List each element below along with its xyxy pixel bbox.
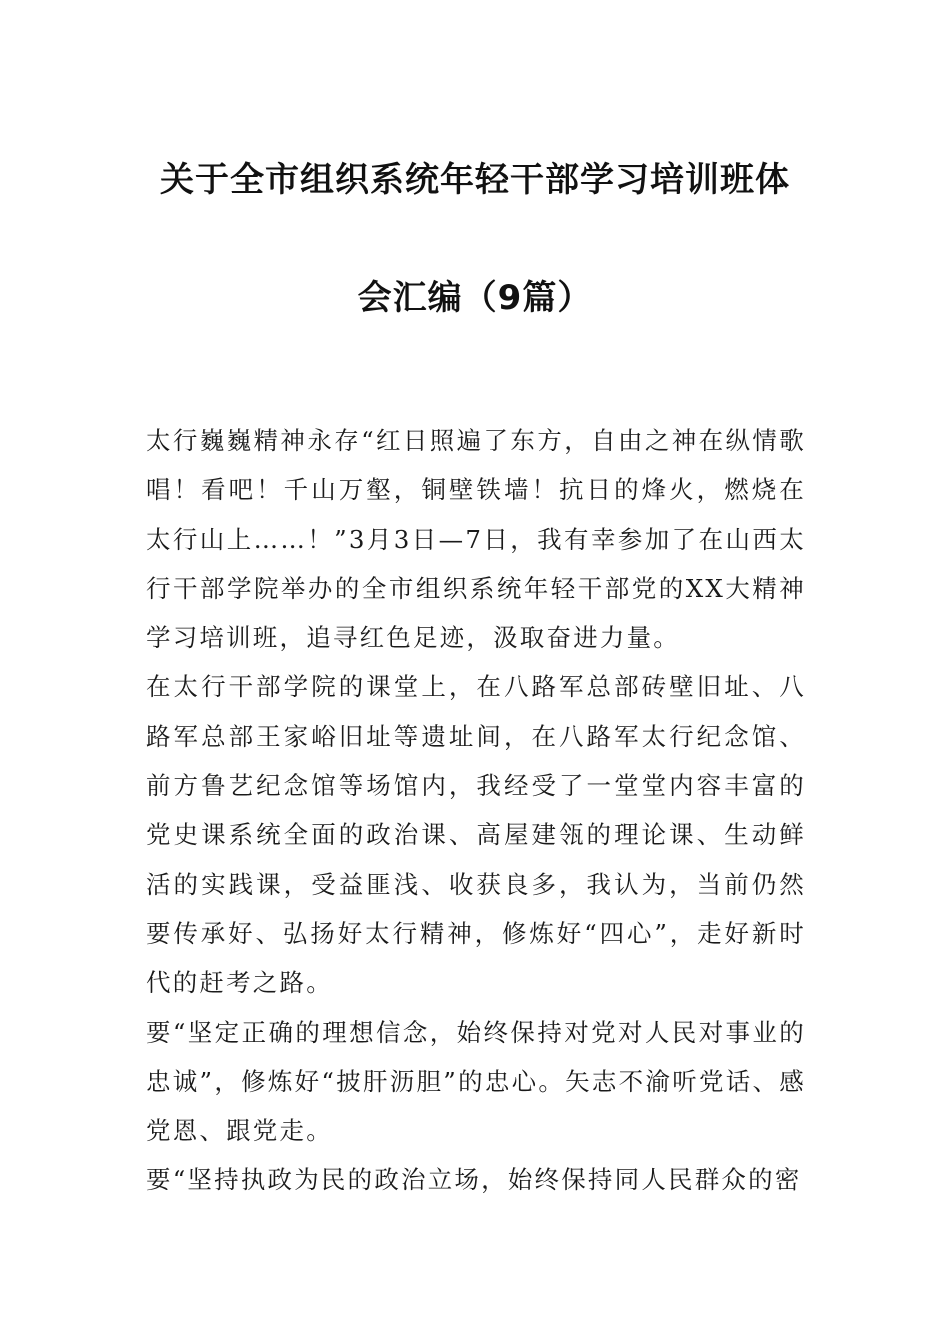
document-title-line-1: 关于全市组织系统年轻干部学习培训班体 [160, 160, 790, 200]
paragraph-3: 要“坚定正确的理想信念，始终保持对党对人民对事业的忠诚”，修炼好“披肝沥胆”的忠心。矢志不渝听党话、感党恩、跟党走。 [146, 1017, 806, 1146]
document-body [146, 416, 806, 1205]
paragraph-2: 在太行干部学院的课堂上，在八路军总部砖壁旧址、八路军总部王家峪旧址等遗址间，在八路军太行纪念馆、前方鲁艺纪念馆等场馆内，我经受了一堂堂内容丰富的党史课系统全面的政治课、高屋建瓴的理论课、生动鲜活的实践课，受益匪浅、收获良多，我认为，当前仍然要传承好、弘扬好太行精神，修炼好“四心”，走好新时代的赶考之路。 [146, 672, 806, 998]
document-title-line-2: 会汇编（9篇） [357, 278, 593, 318]
paragraph-4: 要“坚持执政为民的政治立场，始终保持同人民群众的密 [146, 1165, 802, 1195]
paragraph-1: 太行巍巍精神永存“红日照遍了东方，自由之神在纵情歌唱！看吧！千山万壑，铜壁铁墙！抗日的烽火，燃烧在太行山上……！”3月3日—7日，我有幸参加了在山西太行干部学院举办的全市组织系统年轻干部党的XX大精神学习培训班，追寻红色足迹，汲取奋进力量。 [146, 426, 806, 653]
